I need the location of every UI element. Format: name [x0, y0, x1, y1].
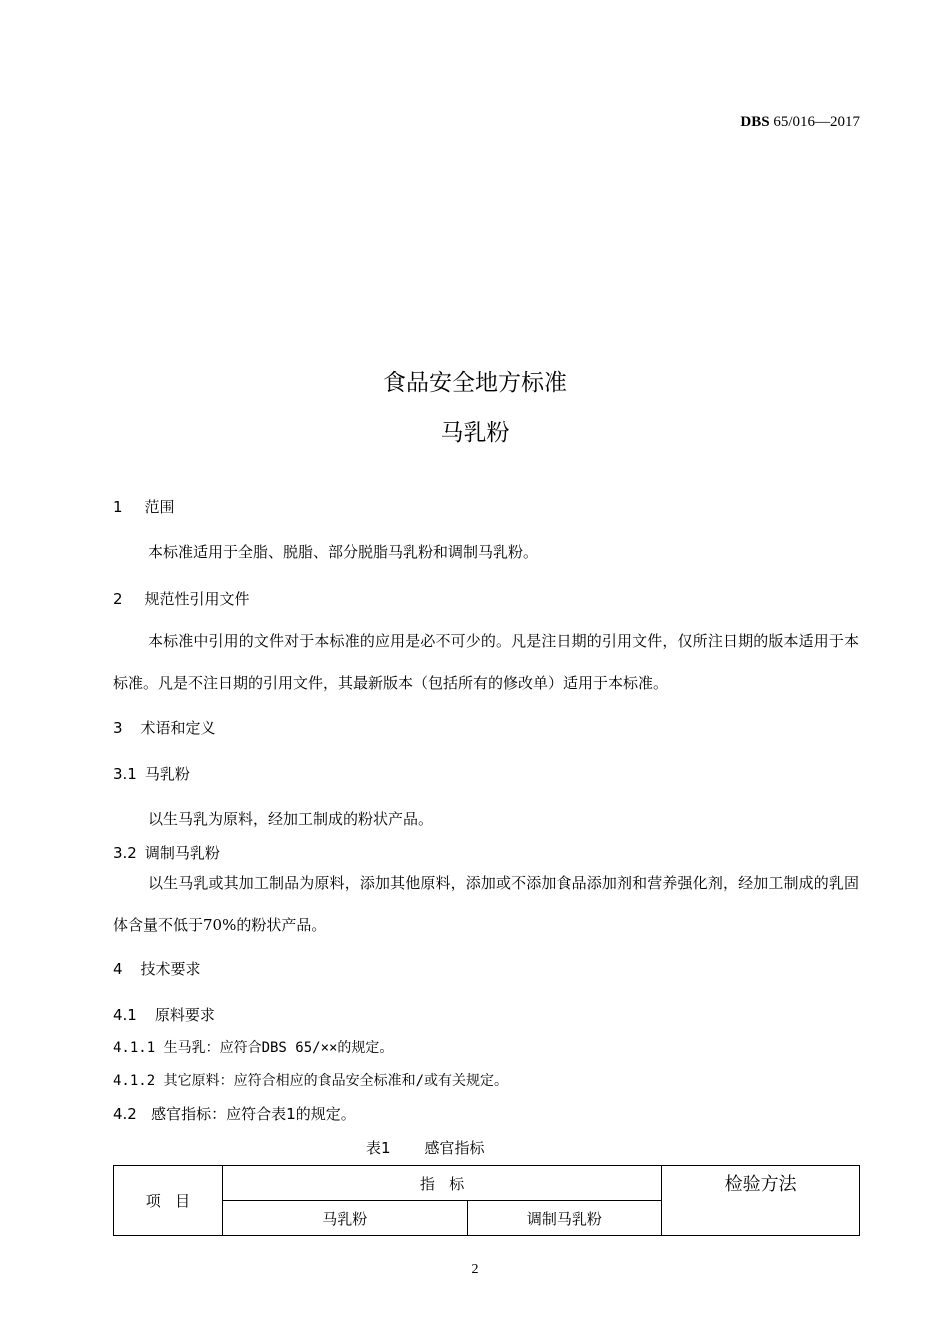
standard-code: 65/016—2017: [773, 114, 860, 130]
section-4-2: 4.2 感官指标：应符合表1的规定。: [113, 1105, 356, 1123]
section-3-2-heading: [113, 842, 220, 863]
section-title: 规范性引用文件: [144, 590, 250, 608]
section-1-heading: [113, 496, 175, 517]
standard-prefix: DBS: [740, 114, 770, 130]
section-3-heading: [113, 717, 216, 738]
table-caption: [366, 1137, 485, 1158]
table-subheader-modified-horse-milk-powder: 调制马乳粉: [467, 1201, 662, 1236]
section-title: 马乳粉: [144, 765, 190, 783]
sensory-index-table: [113, 1165, 860, 1236]
page-number: 2: [471, 1262, 479, 1277]
section-number: 4.1: [113, 1006, 137, 1024]
section-1-body: 本标准适用于全脂、脱脂、部分脱脂马乳粉和调制马乳粉。: [148, 543, 539, 561]
table-header-index: 指 标: [222, 1166, 661, 1201]
section-number: 4: [113, 960, 123, 978]
section-3-1-heading: [113, 763, 190, 784]
section-title: 调制马乳粉: [144, 844, 220, 862]
section-3-2-body: 以生马乳或其加工制品为原料，添加其他原料，添加或不添加食品添加剂和营养强化剂，经加工制成的乳固体含量不低于70%的粉状产品。: [113, 874, 859, 934]
section-4-1-2: 4.1.2 其它原料：应符合相应的食品安全标准和/或有关规定。: [113, 1073, 508, 1089]
section-title: 术语和定义: [140, 719, 216, 737]
table-subheader-horse-milk-powder: 马乳粉: [222, 1201, 467, 1236]
section-2-heading: [113, 588, 250, 609]
section-2-body: 本标准中引用的文件对于本标准的应用是必不可少的。凡是注日期的引用文件，仅所注日期的版本适用于本标准。凡是不注日期的引用文件，其最新版本（包括所有的修改单）适用于本标准。: [113, 632, 859, 692]
section-4-1-1: 4.1.1 生马乳：应符合DBS 65/××的规定。: [113, 1040, 394, 1056]
table-caption-title: 感官指标: [424, 1139, 485, 1157]
section-number: 3.1: [113, 765, 137, 783]
section-title: 原料要求: [154, 1006, 215, 1024]
section-number: 3: [113, 719, 123, 737]
section-number: 1: [113, 498, 123, 516]
table-header-item: 项 目: [114, 1166, 223, 1236]
table-header-method: 检验方法: [662, 1166, 860, 1236]
table-caption-number: 表1: [366, 1139, 391, 1157]
section-4-1-heading: [113, 1004, 215, 1025]
section-title: 技术要求: [140, 960, 201, 978]
section-number: 3.2: [113, 844, 137, 862]
document-title: 食品安全地方标准: [383, 370, 567, 396]
document-subtitle: 马乳粉: [440, 420, 510, 446]
section-number: 2: [113, 590, 123, 608]
standard-number: [740, 114, 860, 131]
section-4-heading: [113, 958, 201, 979]
section-3-1-body: 以生马乳为原料，经加工制成的粉状产品。: [148, 810, 434, 828]
section-title: 范围: [144, 498, 175, 516]
